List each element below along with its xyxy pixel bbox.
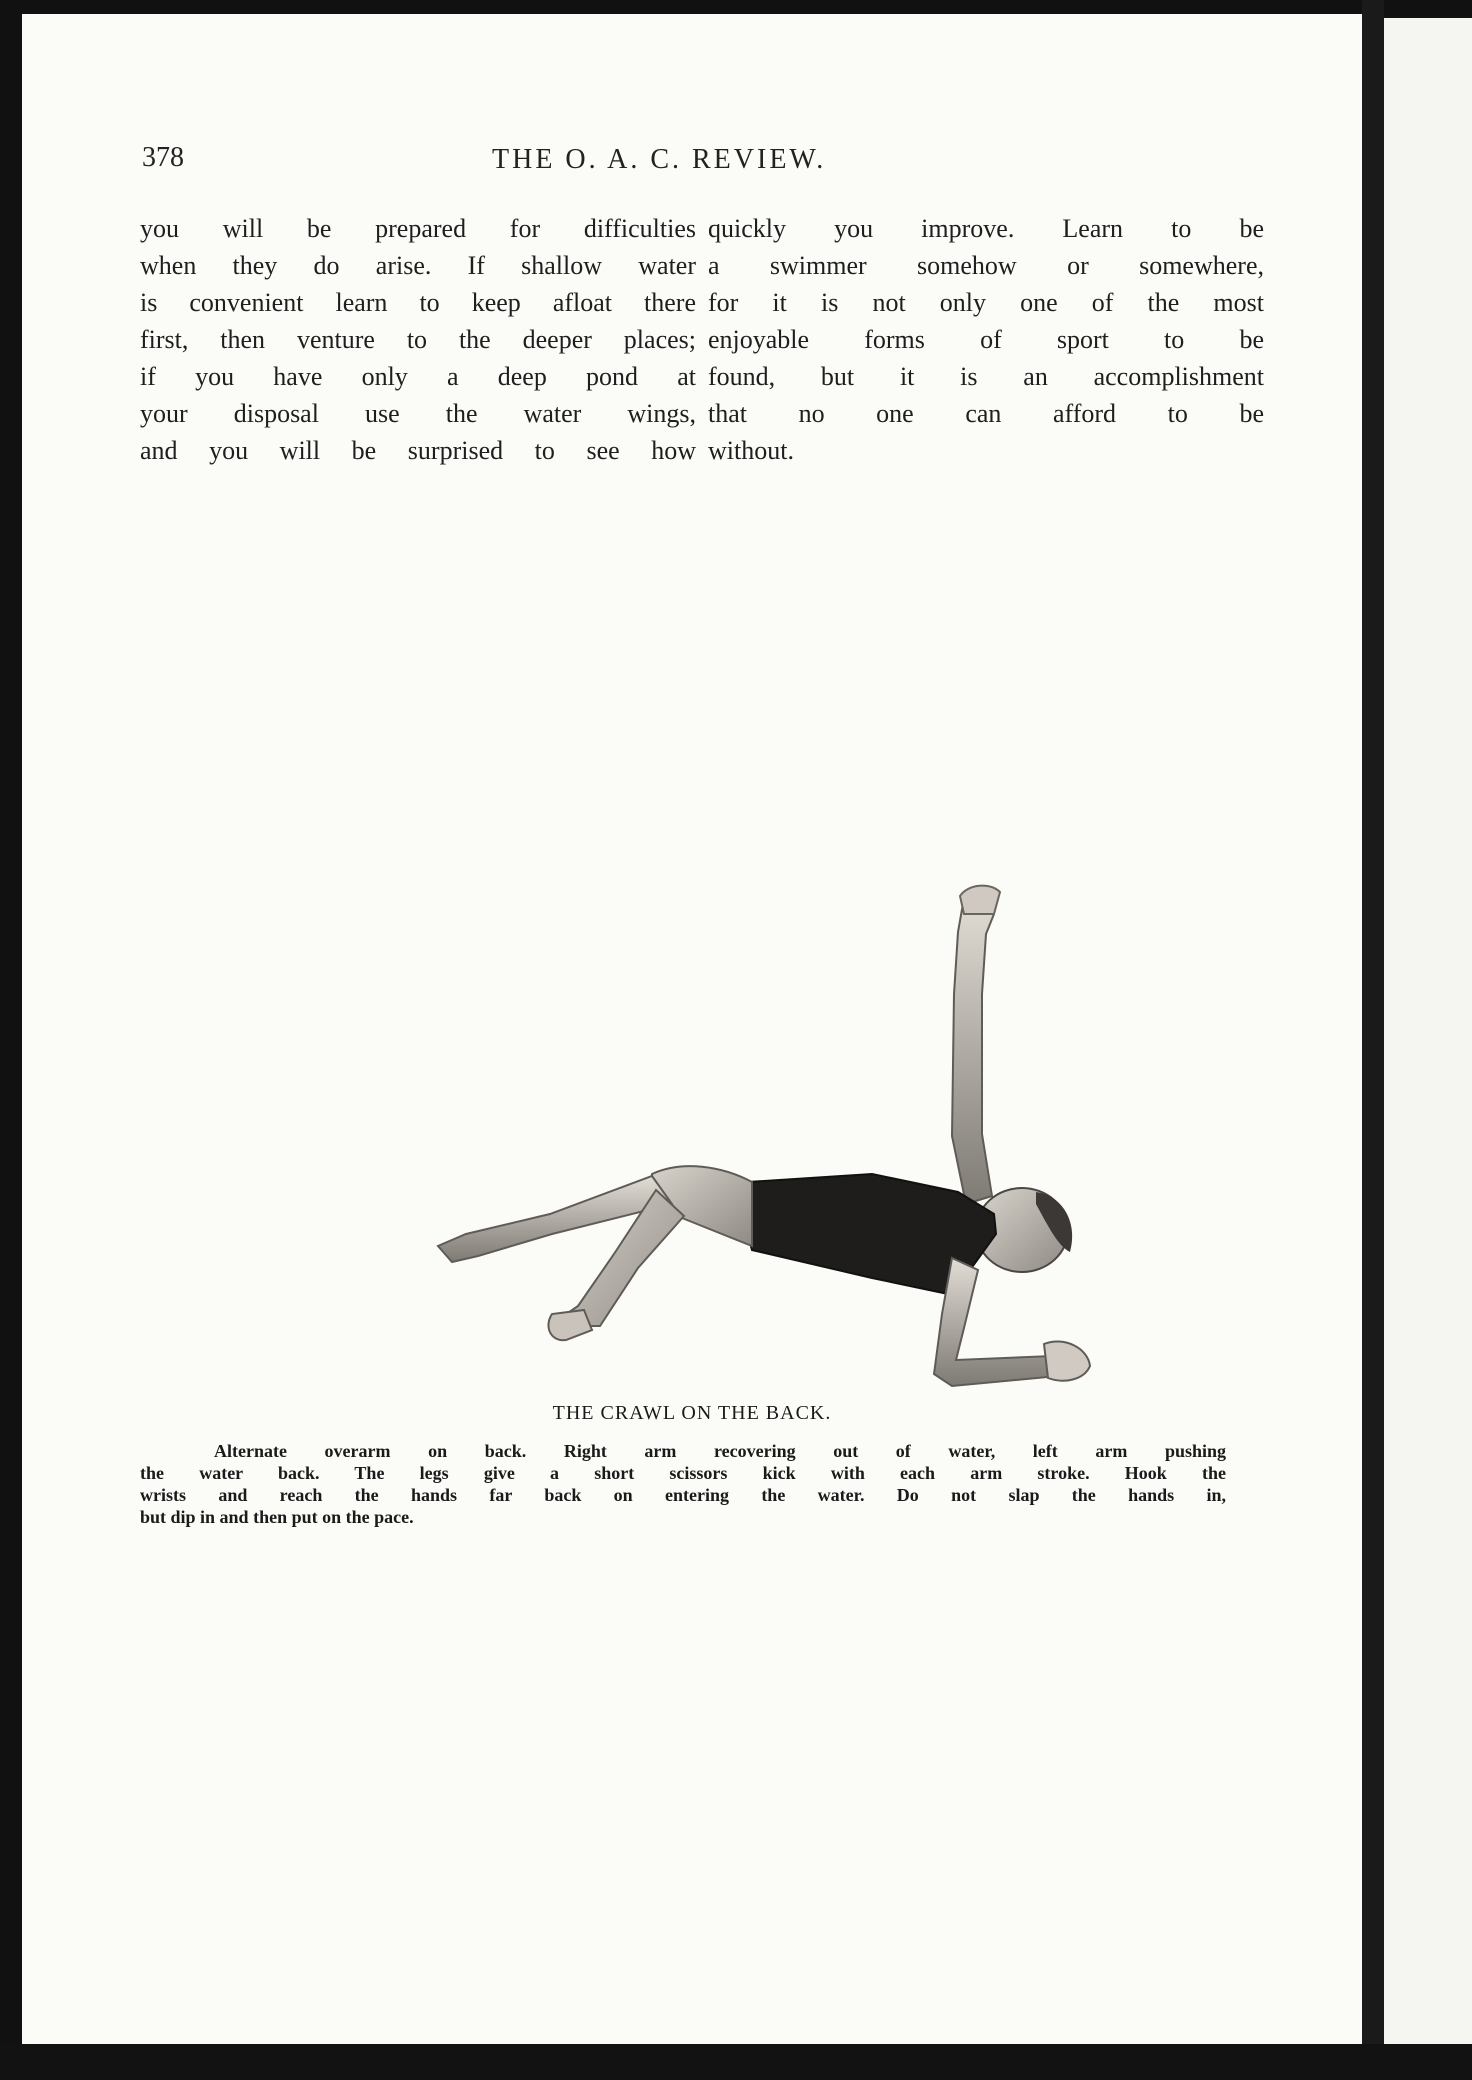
text-line: is convenient learn to keep afloat there [140,288,696,317]
text-line: you will be prepared for difficulties [140,214,696,243]
text-line: a swimmer somehow or somewhere, [708,251,1264,280]
text-line: first, then venture to the deeper places; [140,325,696,354]
lower-arm [934,1258,1058,1386]
caption-line: but dip in and then put on the pace. [140,1507,414,1527]
caption-line: the water back. The legs give a short scissors kick with each arm stroke. Hook the [140,1463,1226,1483]
raised-arm [952,896,994,1204]
text-line: if you have only a deep pond at [140,362,696,391]
swimmer-photo [252,874,1152,1414]
text-line: for it is not only one of the most [708,288,1264,317]
text-line: found, but it is an accomplishment [708,362,1264,391]
text-line: enjoyable forms of sport to be [708,325,1264,354]
page-number: 378 [142,142,184,173]
book-gutter [1362,0,1384,2080]
right-text-column [708,210,1264,469]
figure-caption-title: THE CRAWL ON THE BACK. [552,1402,832,1424]
swimmer-illustration [252,874,1152,1414]
caption-line: wrists and reach the hands far back on entering the water. Do not slap the hands in, [140,1485,1226,1505]
caption-line: Alternate overarm on back. Right arm recovering out of water, left arm pushing [214,1441,1226,1461]
scan-border [0,2044,1472,2080]
running-head: THE O. A. C. REVIEW. [492,144,827,175]
text-line: when they do arise. If shallow water [140,251,696,280]
text-line: without. [708,436,794,465]
figure-caption-text [140,1440,1226,1528]
text-line: and you will be surprised to see how [140,436,696,465]
adjacent-page-edge [1384,18,1472,2048]
page-header [22,142,1362,182]
book-page [22,14,1362,2044]
text-line: your disposal use the water wings, [140,399,696,428]
left-text-column [140,210,696,469]
text-line: that no one can afford to be [708,399,1264,428]
text-line: quickly you improve. Learn to be [708,214,1264,243]
